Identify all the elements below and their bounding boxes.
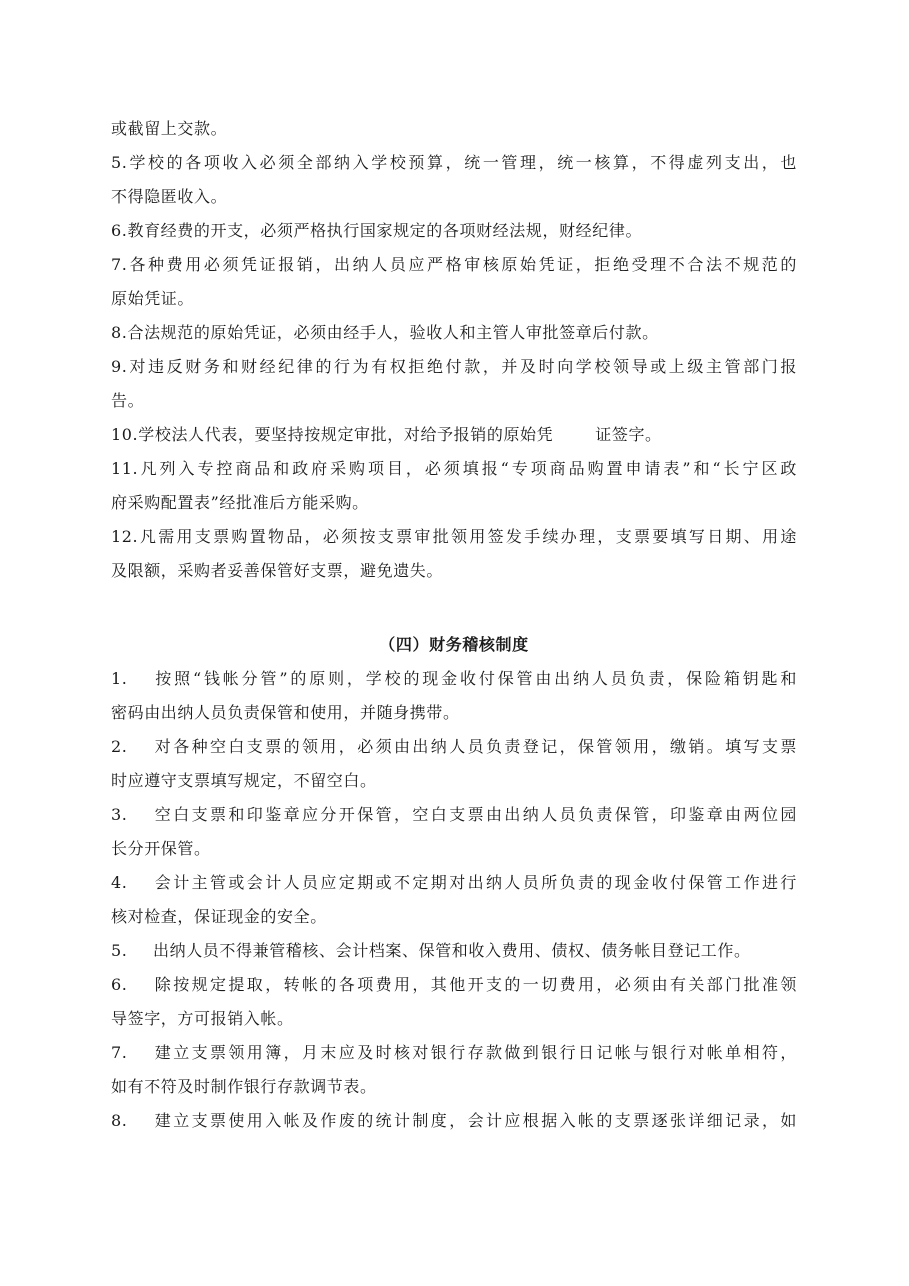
list-item-text: 空白支票和印鉴章应分开保管，空白支票由出纳人员负责保管，印鉴章由两位园 <box>153 805 797 824</box>
text-line: 11.凡列入专控商品和政府采购项目，必须填报“专项商品购置申请表”和“长宁区政 <box>111 459 797 478</box>
list-item-text: 建立支票使用入帐及作废的统计制度，会计应根据入帐的支票逐张详细记录，如 <box>153 1111 797 1130</box>
list-item-continuation: 长分开保管。 <box>111 839 211 858</box>
list-item-number: 7. <box>111 1043 128 1062</box>
list-item-line <box>111 934 797 968</box>
list-item-number: 6. <box>111 975 128 994</box>
section-gap <box>111 588 797 628</box>
list-item-continuation: 导签字，方可报销入帐。 <box>111 1009 294 1028</box>
list-item-line <box>111 968 797 1002</box>
list-item-number: 8. <box>111 1111 128 1130</box>
text-line-item-10 <box>111 418 797 452</box>
section-heading: （四）财务稽核制度 <box>379 635 529 654</box>
list-item-line <box>111 662 797 696</box>
text-line: 6.教育经费的开支，必须严格执行国家规定的各项财经法规，财经纪律。 <box>111 221 643 240</box>
list-item-continuation: 核对检查，保证现金的安全。 <box>111 907 327 926</box>
text-line: 5.学校的各项收入必须全部纳入学校预算，统一管理，统一核算，不得虚列支出，也 <box>111 153 797 172</box>
list-item-line <box>111 866 797 900</box>
list-item-text: 对各种空白支票的领用，必须由出纳人员负责登记，保管领用，缴销。填写支票 <box>153 737 797 756</box>
list-item-line <box>111 1036 797 1070</box>
list-item-number: 2. <box>111 737 128 756</box>
text-line: 府采购配置表”经批准后方能采购。 <box>111 493 369 512</box>
text-line: 及限额，采购者妥善保管好支票，避免遗失。 <box>111 561 444 580</box>
text-line: 8.合法规范的原始凭证，必须由经手人，验收人和主管人审批签章后付款。 <box>111 323 659 342</box>
item-10-before: 10.学校法人代表，要坚持按规定审批，对给予报销的原始凭 <box>111 425 554 444</box>
list-item-number: 1. <box>111 669 128 688</box>
list-item-text: 按照“钱帐分管”的原则，学校的现金收付保管由出纳人员负责，保险箱钥匙和 <box>153 669 797 688</box>
document-page <box>111 112 797 1138</box>
item-10-after: 证签字。 <box>595 425 662 444</box>
text-line: 或截留上交款。 <box>111 119 228 138</box>
list-item-continuation: 密码由出纳人员负责保管和使用，并随身携带。 <box>111 703 460 722</box>
list-item-text: 出纳人员不得兼管稽核、会计档案、保管和收入费用、债权、债务帐目登记工作。 <box>153 941 751 960</box>
list-item-number: 4. <box>111 873 128 892</box>
list-item-continuation: 如有不符及时制作银行存款调节表。 <box>111 1077 377 1096</box>
list-item-continuation: 时应遵守支票填写规定，不留空白。 <box>111 771 377 790</box>
text-line: 7.各种费用必须凭证报销，出纳人员应严格审核原始凭证，拒绝受理不合法不规范的 <box>111 255 797 274</box>
text-line: 原始凭证。 <box>111 289 195 308</box>
list-item-line <box>111 730 797 764</box>
text-line: 9.对违反财务和财经纪律的行为有权拒绝付款，并及时向学校领导或上级主管部门报 <box>111 357 797 376</box>
list-item-number: 3. <box>111 805 128 824</box>
list-item-text: 会计主管或会计人员应定期或不定期对出纳人员所负责的现金收付保管工作进行 <box>153 873 797 892</box>
list-item-line <box>111 798 797 832</box>
list-item-text: 建立支票领用簿，月末应及时核对银行存款做到银行日记帐与银行对帐单相符， <box>153 1043 797 1062</box>
list-item-text: 除按规定提取，转帐的各项费用，其他开支的一切费用，必须由有关部门批准领 <box>153 975 797 994</box>
text-line: 告。 <box>111 391 145 410</box>
list-item-number: 5. <box>111 941 128 960</box>
text-line: 12.凡需用支票购置物品，必须按支票审批领用签发手续办理，支票要填写日期、用途 <box>111 527 797 546</box>
list-item-line <box>111 1104 797 1138</box>
text-line: 不得隐匿收入。 <box>111 187 228 206</box>
